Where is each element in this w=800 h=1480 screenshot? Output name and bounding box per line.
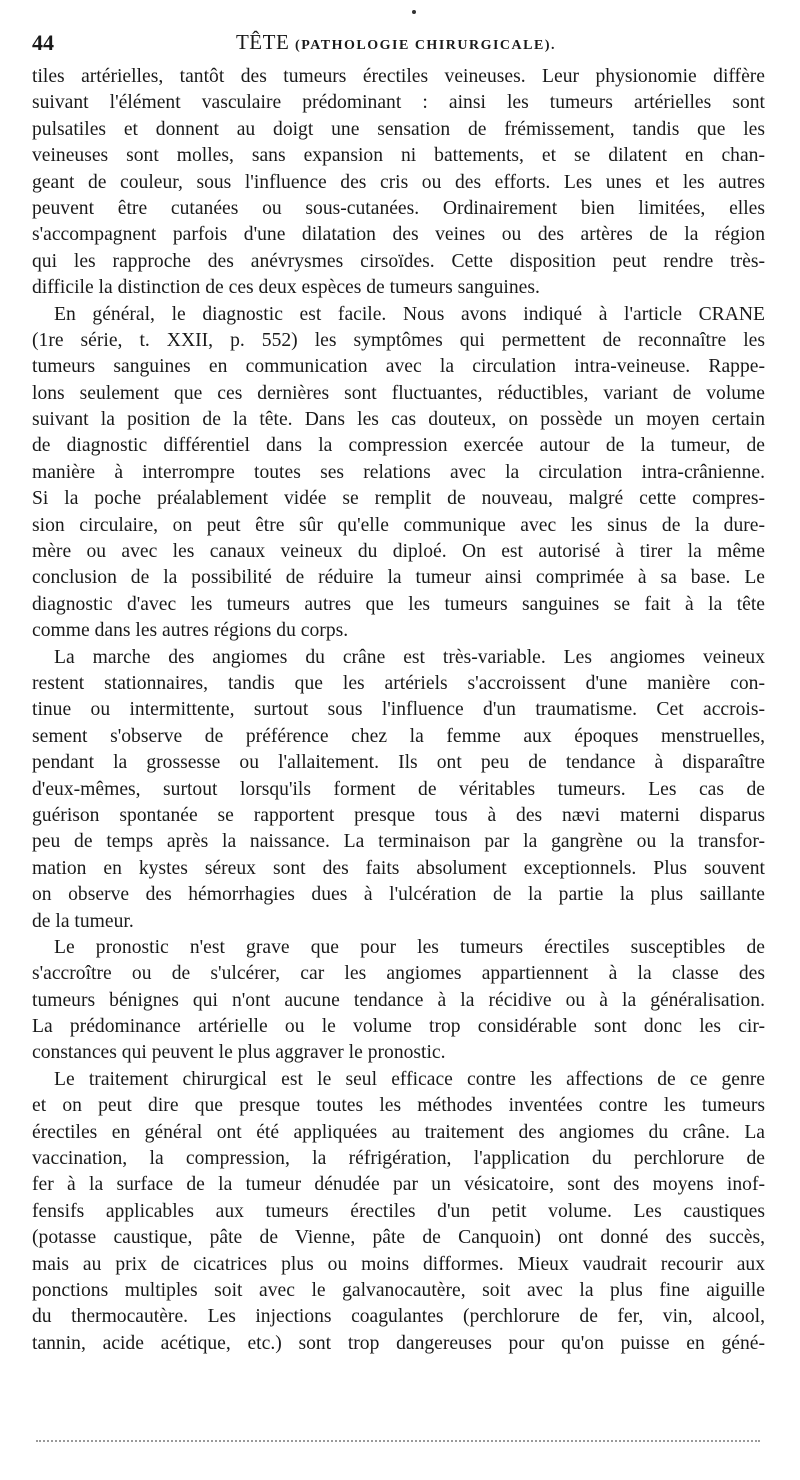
text-line: suivant la position de la tête. Dans les cas douteux, on possède un moyen certain xyxy=(32,409,765,431)
text-line: s'accompagnent parfois d'une dilatation des veines ou des artères de la région xyxy=(32,224,765,246)
text-line: conclusion de la possibilité de réduire la tumeur ainsi comprimée à sa base. Le xyxy=(32,567,765,589)
body-text xyxy=(32,64,765,1357)
text-line: fensifs applicables aux tumeurs érectiles d'un petit volume. Les caustiques xyxy=(32,1200,765,1222)
footer-dotted-rule xyxy=(36,1440,760,1442)
text-line: difficile la distinction de ces deux espèces de tumeurs sanguines. xyxy=(32,277,540,299)
text-line: veineuses sont molles, sans expansion ni battements, et se dilatent en chan- xyxy=(32,145,765,167)
text-line: peu de temps après la naissance. La terminaison par la gangrène ou la transfor- xyxy=(32,831,765,853)
text-line: tumeurs bénignes qui n'ont aucune tendance à la récidive ou à la généralisation. xyxy=(32,989,765,1011)
text-line: pendant la grossesse ou l'allaitement. Ils ont peu de tendance à disparaître xyxy=(32,752,765,774)
text-line: sion circulaire, on peut être sûr qu'elle communique avec les sinus de la dure- xyxy=(32,514,765,536)
text-line: En général, le diagnostic est facile. Nous avons indiqué à l'article CRANE xyxy=(54,303,765,325)
text-line: de la tumeur. xyxy=(32,910,134,932)
text-line: sement s'observe de préférence chez la femme aux époques menstruelles, xyxy=(32,725,765,747)
printer-dot-mark xyxy=(412,10,416,14)
text-line: manière à interrompre toutes ses relations avec la circulation intra-crânienne. xyxy=(32,461,765,483)
text-line: mation en kystes séreux sont des faits absolument exceptionnels. Plus souvent xyxy=(32,857,765,879)
page-header xyxy=(32,30,760,54)
text-line: tannin, acide acétique, etc.) sont trop dangereuses pour qu'on puisse en géné- xyxy=(32,1332,765,1354)
text-line: La prédominance artérielle ou le volume trop considérable sont donc les cir- xyxy=(32,1016,765,1038)
text-line: du thermocautère. Les injections coagulantes (perchlorure de fer, vin, alcool, xyxy=(32,1306,765,1328)
text-line: d'eux-mêmes, surtout lorsqu'ils forment de véritables tumeurs. Les cas de xyxy=(32,778,765,800)
text-line: tinue ou intermittente, surtout sous l'influence d'un traumatisme. Cet accrois- xyxy=(32,699,765,721)
text-line: tumeurs sanguines en communication avec la circulation intra-veineuse. Rappe- xyxy=(32,356,765,378)
text-line: La marche des angiomes du crâne est très-variable. Les angiomes veineux xyxy=(54,646,765,668)
text-line: comme dans les autres régions du corps. xyxy=(32,620,349,642)
text-line: lons seulement que ces dernières sont fluctuantes, réductibles, variant de volume xyxy=(32,382,765,404)
text-line: pulsatiles et donnent au doigt une sensation de frémissement, tandis que les xyxy=(32,118,765,140)
text-line: (potasse caustique, pâte de Vienne, pâte de Canquoin) ont donné des succès, xyxy=(32,1227,765,1249)
text-line: ponctions multiples soit avec le galvanocautère, soit avec la plus fine aiguille xyxy=(32,1279,765,1301)
text-line: suivant l'élément vasculaire prédominant : ainsi les tumeurs artérielles sont xyxy=(32,92,765,114)
text-line: diagnostic d'avec les tumeurs autres que les tumeurs sanguines se fait à la tête xyxy=(32,593,765,615)
text-line: érectiles en général ont été appliquées au traitement des angiomes du crâne. La xyxy=(32,1121,765,1143)
running-head xyxy=(32,30,760,55)
text-line: geant de couleur, sous l'influence des cris ou des efforts. Les unes et les autres xyxy=(32,171,765,193)
text-line: Le traitement chirurgical est le seul efficace contre les affections de ce genre xyxy=(54,1068,765,1090)
page-number: 44 xyxy=(32,30,54,55)
text-line: on observe des hémorrhagies dues à l'ulcération de la partie la plus saillante xyxy=(32,884,765,906)
text-line: Si la poche préalablement vidée se remplit de nouveau, malgré cette compres- xyxy=(32,488,765,510)
text-line: s'accroître ou de s'ulcérer, car les angiomes appartiennent à la classe des xyxy=(32,963,765,985)
text-line: mais au prix de cicatrices plus ou moins difformes. Mieux vaudrait recourir aux xyxy=(32,1253,765,1275)
text-line: qui les rapproche des anévrysmes cirsoïdes. Cette disposition peut rendre très- xyxy=(32,250,765,272)
text-line: (1re série, t. XXII, p. 552) les symptômes qui permettent de reconnaître les xyxy=(32,329,765,351)
text-line: peuvent être cutanées ou sous-cutanées. Ordinairement bien limitées, elles xyxy=(32,197,765,219)
running-head-subtitle: (PATHOLOGIE CHIRURGICALE). xyxy=(295,38,556,53)
text-line: guérison spontanée se rapportent presque tous à des nævi materni disparus xyxy=(32,804,765,826)
text-line: tiles artérielles, tantôt des tumeurs érectiles veineuses. Leur physionomie diffère xyxy=(32,66,765,87)
text-line: constances qui peuvent le plus aggraver le pronostic. xyxy=(32,1042,446,1064)
text-line: vaccination, la compression, la réfrigération, l'application du perchlorure de xyxy=(32,1148,765,1170)
text-line: et on peut dire que presque toutes les méthodes inventées contre les tumeurs xyxy=(32,1095,765,1117)
running-head-title: TÊTE xyxy=(235,30,290,54)
text-line: de diagnostic différentiel dans la compression exercée autour de la tumeur, de xyxy=(32,435,765,457)
text-line: Le pronostic n'est grave que pour les tumeurs érectiles susceptibles de xyxy=(54,936,765,958)
text-line: mère ou avec les canaux veineux du diploé. On est autorisé à tirer la même xyxy=(32,541,765,563)
text-line: fer à la surface de la tumeur dénudée par un vésicatoire, sont des moyens inof- xyxy=(32,1174,765,1196)
text-line: restent stationnaires, tandis que les artériels s'accroissent d'une manière con- xyxy=(32,672,765,694)
